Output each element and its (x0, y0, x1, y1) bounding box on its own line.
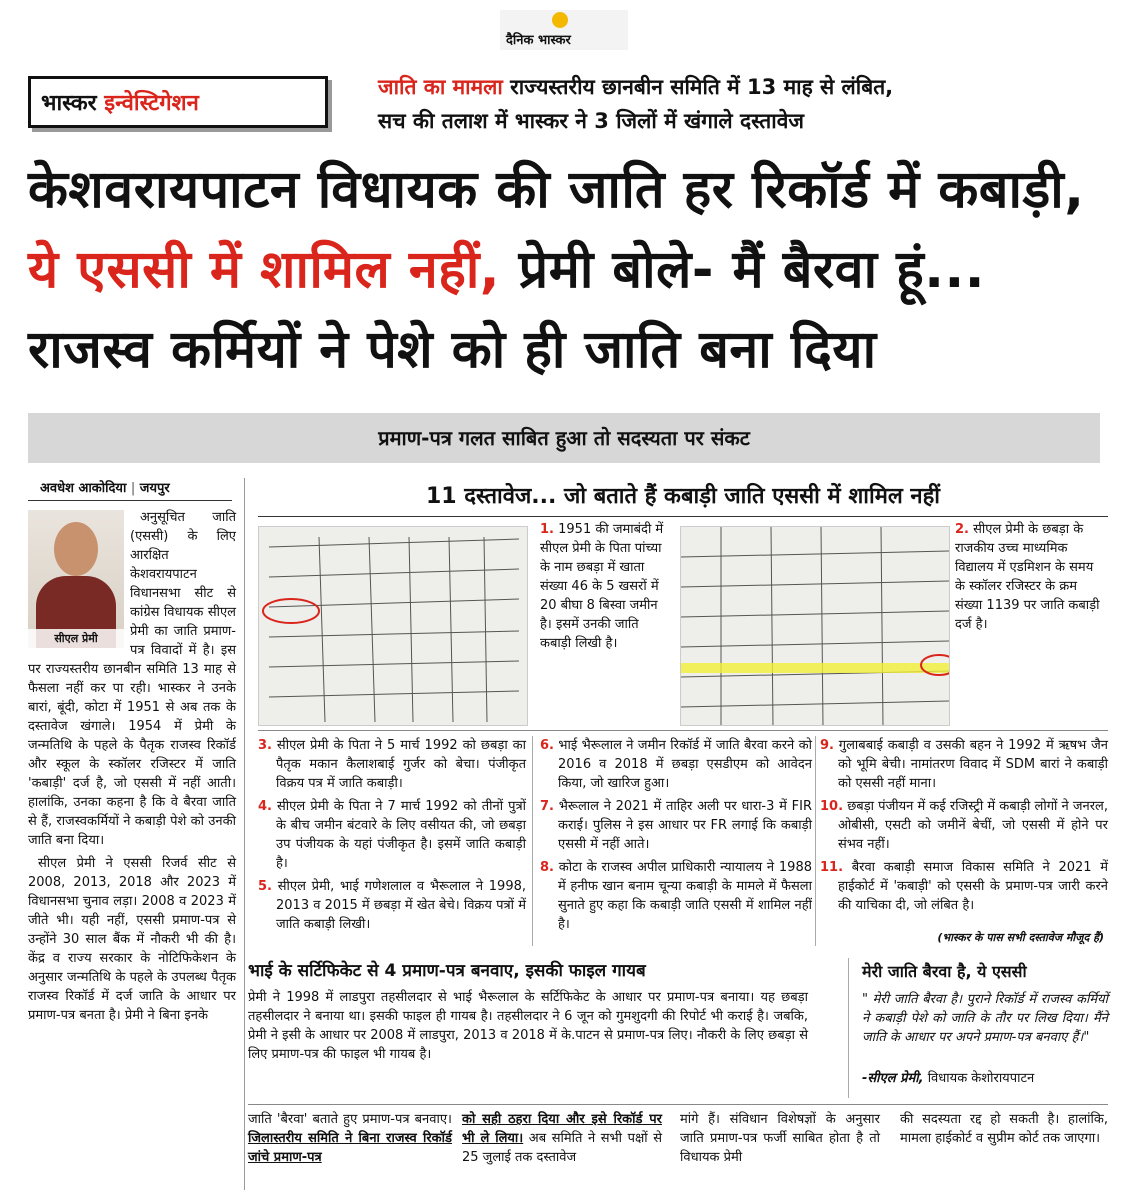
investigation-label (28, 76, 328, 128)
bottom-rule (248, 1104, 1108, 1105)
doc-num-2: 2. (955, 522, 969, 537)
point-num: 8. (540, 860, 554, 875)
headline-red: ये एससी में शामिल नहीं, (28, 240, 501, 300)
byline-author: अवधेश आकोदिया (40, 481, 127, 496)
point-num: 7. (540, 799, 554, 814)
document-point (820, 858, 1108, 915)
point-text: भैरूलाल ने 2021 में ताहिर अली पर धारा-3 में FIR कराई। पुलिस ने इस आधार पर FR लगाई कि कबाड़ी एससी में नहीं आते। (558, 799, 812, 852)
document-point (540, 797, 812, 854)
point-text: सीएल प्रेमी के पिता ने 5 मार्च 1992 को छबड़ा का पैतृक मकान कैलाशबाई गुर्जर को बेचा। पंजीकृत विक्रय पत्र में जाति कबाड़ी। (276, 738, 526, 791)
sidebar-body: प्रेमी ने 1998 में लाडपुरा तहसीलदार से भाई भैरूलाल के सर्टिफिकेट के आधार पर प्रमाण-पत्र बनाया। यह छबड़ा तहसीलदार ने बनाया था। इसकी फाइल ही गायब है। तहसीलदार ने 6 जून को गुमशुदगी की रिपोर्ट भी कराई है। जबकि, प्रेमी ने इसी के आधार पर 2008 में लाडपुरा, 2013 व 2018 में के.पाटन से प्रमाण-पत्र लिए। नौकरी के लिए छबड़ा से लिए प्रमाण-पत्र की फाइल भी गायब है। (248, 990, 808, 1062)
document-point (820, 736, 1108, 793)
scan-2-graphic (681, 527, 950, 726)
left-paragraph-2: सीएल प्रेमी ने एससी रिजर्व सीट से 2008, 2013, 2018 और 2023 में विधानसभा चुनाव लड़ा। 2008 व 2023 में जीते भी। यही नहीं, एससी प्रमाण-पत्र से उन्होंने 30 साल बैंक में नौकरी भी की है। केंद्र व राज्य सरकार के नोटिफिकेशन के अनुसार जन्मतिथि के पहले के उपलब्ध पैतृक राजस्व रिकॉर्ड में दर्ज जाति के आधार पर प्रमाण-पत्र बनता है। प्रेमी ने बिना इनके (28, 856, 236, 1023)
point-num: 10. (820, 799, 844, 814)
scan-scholar-register (680, 526, 950, 726)
photo-face (54, 522, 98, 576)
quote-attribution (862, 1068, 1108, 1086)
headline-part1: केशवरायपाटन विधायक की जाति हर रिकॉर्ड में कबाड़ी, (28, 160, 1085, 220)
masthead (0, 0, 1126, 60)
subhead-bar: प्रमाण-पत्र गलत साबित हुआ तो सदस्यता पर संकट (28, 413, 1100, 463)
bottom-c2-underline: को सही ठहरा दिया और इसे रिकॉर्ड पर भी ले लिया। (462, 1112, 662, 1146)
photo-caption: सीएल प्रेमी (28, 629, 124, 648)
label-part2: इन्वेस्टिगेशन (104, 91, 199, 116)
kicker (378, 70, 1108, 138)
document-point (258, 736, 526, 793)
points-column-2 (540, 736, 812, 938)
quote-role: विधायक केशोरायपाटन (923, 1071, 1035, 1086)
point-num: 4. (258, 799, 272, 814)
kicker-red: जाति का मामला (378, 75, 503, 99)
mla-photo (28, 510, 124, 648)
byline-rule (28, 500, 232, 501)
doc-text-2: सीएल प्रेमी के छबड़ा के राजकीय उच्च माध्यमिक विद्यालय में एडमिशन के समय के स्कॉलर रजिस्टर के क्रम संख्या 1139 पर जाति कबाड़ी दर्ज है। (955, 522, 1100, 632)
document-point (540, 736, 812, 793)
kicker-line1: राज्यस्तरीय छानबीन समिति में 13 माह से लंबित, (502, 75, 894, 99)
label-part1: भास्कर (41, 91, 97, 116)
left-column (28, 508, 236, 1029)
byline-city: जयपुर (139, 481, 170, 496)
documents-rule (258, 516, 1108, 517)
scan-jamabandi-1951 (258, 526, 528, 726)
quote-name: -सीएल प्रेमी, (862, 1071, 924, 1086)
document-point (820, 797, 1108, 854)
kicker-line2: सच की तलाश में भास्कर ने 3 जिलों में खंगाले दस्तावेज (378, 109, 804, 133)
document-point (540, 858, 812, 934)
documents-credit: (भास्कर के पास सभी दस्तावेज मौजूद हैं) (937, 931, 1104, 944)
points-divider (815, 736, 816, 946)
quote-headline: मेरी जाति बैरवा है, ये एससी (862, 962, 1027, 981)
document-point (258, 797, 526, 873)
point-text: भाई भैरूलाल ने जमीन रिकॉर्ड में जाति बैरवा करने को 2016 व 2018 में छबड़ा एसडीएम को आवेदन किया, जो खारिज हुआ। (558, 738, 812, 791)
document-point (258, 877, 526, 934)
sidebar-headline: भाई के सर्टिफिकेट से 4 प्रमाण-पत्र बनवाए, इसकी फाइल गायब (248, 961, 646, 981)
bottom-column-4: की सदस्यता रद्द हो सकती है। हालांकि, मामला हाईकोर्ट व सुप्रीम कोर्ट तक जाएगा। (900, 1112, 1108, 1146)
logo-text: दैनिक भास्कर (506, 33, 571, 48)
column-divider (244, 478, 245, 1190)
point-num: 3. (258, 738, 272, 753)
quote-divider (848, 958, 849, 1098)
points-rule (258, 730, 1108, 731)
bottom-column-3: मांगे हैं। संविधान विशेषज्ञों के अनुसार जाति प्रमाण-पत्र फर्जी साबित होता है तो विधायक प्रेमी (680, 1112, 880, 1165)
bottom-column-1 (248, 1110, 452, 1167)
points-column-1 (258, 736, 526, 938)
scan-1-graphic (259, 527, 528, 726)
bottom-c1-underline: जिलास्तरीय समिति ने बिना राजस्व रिकॉर्ड जांचे प्रमाण-पत्र (248, 1131, 452, 1165)
point-text: बैरवा कबाड़ी समाज विकास समिति ने 2021 में हाईकोर्ट में 'कबाड़ी' को एससी के प्रमाण-पत्र जारी करने की याचिका दी, जो लंबित है। (838, 860, 1108, 913)
point-text: गुलाबबाई कबाड़ी व उसकी बहन ने 1992 में ऋषभ जैन को भूमि बेची। नामांतरण विवाद में SDM बारां ने कबाड़ी को एससी नहीं माना। (838, 738, 1108, 791)
byline (40, 478, 170, 496)
bottom-column-2 (462, 1110, 662, 1167)
byline-separator: | (130, 481, 136, 496)
quote-text: " मेरी जाति बैरवा है। पुराने रिकॉर्ड में राजस्व कर्मियों ने कबाड़ी पेशे को जाति के तौर पर लिख दिया। मैंने जाति के आधार पर अपने प्रमाण-पत्र बनवाए हैं।" (862, 992, 1108, 1045)
document-caption-1 (540, 520, 670, 653)
sun-icon (552, 12, 568, 28)
point-text: कोटा के राजस्व अपील प्राधिकारी न्यायालय ने 1988 में हनीफ खान बनाम चून्या कबाड़ी के मामले में फैसला सुनाते हुए कहा कि कबाड़ी जाति एससी में शामिल नहीं है। (558, 860, 812, 932)
point-text: सीएल प्रेमी के पिता ने 7 मार्च 1992 को तीनों पुत्रों के बीच जमीन बंटवारे के लिए वसीयत की, जो छबड़ा उप पंजीयक के यहां पंजीकृत है। इसमें जाति कबाड़ी है। (276, 799, 526, 871)
documents-title: 11 दस्तावेज... जो बताते हैं कबाड़ी जाति एससी में शामिल नहीं (425, 484, 941, 509)
left-paragraph-1: अनुसूचित जाति (एससी) के लिए आरक्षित केशवरायपाटन विधानसभा सीट से कांग्रेस विधायक सीएल प्रेमी का जाति प्रमाण-पत्र विवादों में है। इस पर राज्यस्तरीय छानबीन समिति 13 माह से फैसला नहीं कर पा रही। भास्कर ने उनके बारां, बूंदी, कोटा में 1951 से अब तक के दस्तावेज खंगाले। 1954 में प्रेमी के जन्मतिथि के पहले के पैतृक राजस्व रिकॉर्ड और स्कूल के स्कॉलर रजिस्टर में जाति 'कबाड़ी' दर्ज है, जो एससी में नहीं आती। हालांकि, उनका कहना है कि वे बैरवा जाति से हैं, राजस्वकर्मियों ने कबाड़ी पेशे को उनकी जाति बना दिया। (28, 510, 236, 848)
doc-text-1: 1951 की जमाबंदी में सीएल प्रेमी के पिता पांच्या के नाम छबड़ा में खाता संख्या 46 के 5 खसरों में 20 बीघा 8 बिस्वा जमीन है। इसमें उनकी जाति कबाड़ी लिखी है। (540, 522, 664, 651)
bottom-c2-plain: अब समिति ने सभी पक्षों से 25 जुलाई तक दस्तावेज (462, 1131, 662, 1165)
doc-num-1: 1. (540, 522, 554, 537)
point-num: 6. (540, 738, 554, 753)
point-num: 5. (258, 879, 272, 894)
points-divider (532, 736, 533, 946)
point-num: 11. (820, 860, 844, 875)
point-num: 9. (820, 738, 834, 753)
point-text: सीएल प्रेमी, भाई गणेशलाल व भैरूलाल ने 1998, 2013 व 2015 में छबड़ा में खेत बेचे। विक्रय पत्रों में जाति कबाड़ी लिखी। (276, 879, 526, 932)
headline (28, 150, 1108, 390)
document-caption-2 (955, 520, 1103, 634)
point-text: छबड़ा पंजीयन में कई रजिस्ट्री में कबाड़ी लोगों ने जनरल, ओबीसी, एसटी को जमीनें बेचीं, जो एससी में होने पर संभव नहीं। (838, 799, 1108, 852)
bottom-c1-plain: जाति 'बैरवा' बताते हुए प्रमाण-पत्र बनवाए। (248, 1112, 452, 1127)
headline-part2: प्रेमी बोले- मैं बैरवा हूं... राजस्व कर्मियों ने पेशे को ही जाति बना दिया (28, 240, 986, 380)
points-column-3 (820, 736, 1108, 919)
newspaper-logo (500, 10, 628, 50)
